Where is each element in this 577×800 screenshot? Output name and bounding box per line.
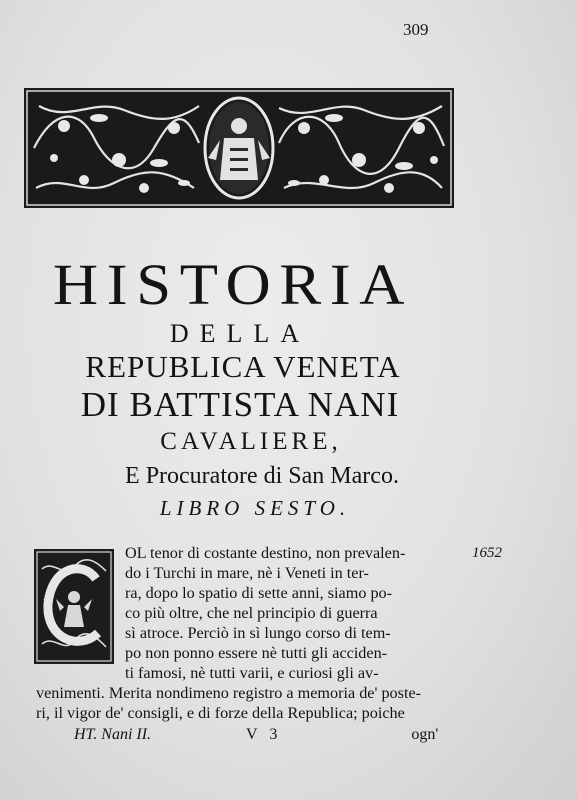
body-line: OL tenor di costante destino, non prevalen- [125,544,406,562]
gathering-mark: V 3 [246,726,282,743]
title-della: DELLA [169,319,311,348]
page-footer [74,726,438,744]
title-rank: CAVALIERE, [160,428,342,455]
body-line: ti famosi, nè tutti varii, e curiosi gli av- [125,664,379,682]
title-block [20,252,460,523]
drop-cap-initial [34,549,114,664]
body-line: co più oltre, che nel principio di guerra [125,604,378,622]
title-office: E Procuratore di San Marco. [125,463,399,489]
catchword: ogn' [411,726,439,743]
body-line: ra, dopo lo spatio di sette anni, siamo po- [125,584,393,602]
margin-year-note: 1652 [472,545,502,561]
body-line: ri, il vigor de' consigli, e di forze della Republica; poiche [36,704,405,722]
title-author: DI BATTISTA NANI [80,385,400,424]
title-main: HISTORIA [52,252,414,317]
signature-mark: HT. Nani II. [74,726,152,743]
ornamental-headpiece [24,88,454,208]
body-line: venimenti. Merita nondimeno registro a memoria de' poste- [36,684,422,702]
title-book: LIBRO SESTO. [159,496,351,520]
body-line: do i Turchi in mare, nè i Veneti in ter- [125,564,369,582]
page-number: 309 [403,20,429,39]
body-line: po non ponno essere nè tutti gli acciden- [125,644,388,662]
title-republic: REPUBLICA VENETA [85,349,401,384]
drop-cap-letter: C [74,656,78,661]
body-line: sì atroce. Perciò in sì lungo corso di tem- [125,624,391,642]
